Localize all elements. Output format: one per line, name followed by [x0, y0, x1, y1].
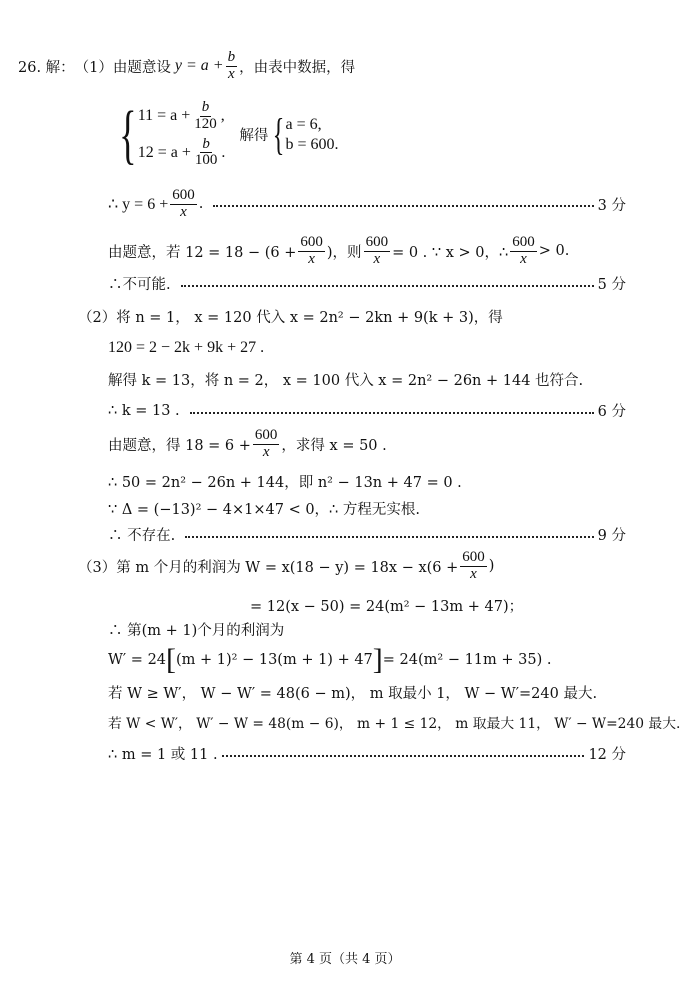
part1-conclusion	[108, 273, 626, 294]
dotted-leader	[222, 755, 585, 757]
frac-num: 600	[365, 234, 389, 250]
part3-text: 第 m 个月的利润为 W = x(18 − y) = 18x − x(6 +	[116, 559, 459, 576]
part3-text: (m + 1)² − 13(m + 1) + 47	[176, 652, 373, 668]
frac-den: 120	[194, 115, 217, 132]
frac-num: b	[202, 135, 210, 152]
frac-den: x	[373, 250, 381, 267]
equation-2	[138, 137, 226, 170]
check-mid: )，则	[326, 244, 362, 261]
part2-line7	[108, 498, 420, 519]
part3-line6	[108, 712, 680, 732]
frac-num: 600	[172, 187, 195, 203]
conclusion-text: ∴不可能.	[108, 277, 171, 293]
check-tail: > 0.	[538, 243, 570, 260]
right-bracket-icon: ]	[372, 643, 383, 676]
part2-text: 将 n = 1， x = 120 代入 x = 2n² − 2kn + 9(k + 3)，得	[116, 310, 503, 326]
frac-num: 600	[254, 427, 278, 443]
part1-check	[108, 235, 569, 268]
check-prefix: 由题意，若 12 = 18 − (6 +	[108, 244, 297, 261]
frac-den: x	[520, 250, 527, 267]
part1-label: （1）	[74, 59, 113, 76]
part1-result	[108, 188, 626, 221]
frac-num: 600	[512, 234, 535, 250]
part3-text: = 24(m² − 11m + 35) .	[382, 652, 552, 668]
part3-text: ∴ 第(m + 1)个月的利润为	[108, 623, 285, 639]
solution-b: b = 600.	[285, 135, 339, 153]
part3-line3	[108, 619, 284, 640]
dotted-leader	[185, 536, 593, 538]
dotted-leader	[181, 285, 594, 287]
result-formula: ∴ y = 6 +	[108, 196, 169, 214]
eq1-lhs: 11 = a +	[137, 107, 191, 125]
part2-text: ，求得 x = 50 .	[281, 437, 387, 454]
eq2-lhs: 12 = a +	[137, 143, 191, 161]
left-brace-icon: {	[273, 109, 285, 159]
score-label: 12 分	[588, 747, 626, 763]
left-brace-icon: {	[119, 97, 137, 171]
frac-den: x	[180, 203, 187, 220]
problem-number: 26. 解：	[18, 59, 75, 76]
part3-text: = 12(x − 50) = 24(m² − 13m + 47)；	[250, 599, 524, 615]
frac-den: x	[228, 65, 235, 82]
part2-text: ∵ Δ = (−13)² − 4×1×47 < 0，∴ 方程无实根.	[108, 502, 421, 518]
page-number: 第 4 页（共 4 页）	[289, 952, 401, 967]
part3-line7	[108, 743, 626, 764]
equation-system	[112, 97, 339, 171]
part2-line3	[108, 369, 583, 390]
solution-a: a = 6,	[285, 115, 322, 133]
part2-text: ∴ k = 13 .	[108, 402, 180, 419]
frac-den: x	[470, 565, 477, 582]
part2-line5	[108, 428, 387, 461]
part3-label: （3）	[78, 559, 117, 576]
part2-line8	[108, 524, 626, 545]
part3-line1	[78, 550, 494, 583]
part3-text: 若 W < W′， W′ − W = 48(m − 6)， m + 1 ≤ 12， m 取最大 11， W′ − W=240 最大.	[108, 716, 681, 732]
frac-num: b	[227, 49, 236, 65]
part2-text: ∴ 不存在.	[108, 528, 176, 544]
equation-1	[138, 100, 226, 133]
intro-formula: y = a +	[174, 57, 224, 75]
dotted-leader	[213, 205, 593, 207]
frac-den: x	[308, 250, 315, 267]
part2-text: 由题意，得 18 = 6 +	[108, 437, 251, 454]
part3-line2	[250, 595, 523, 616]
part3-line4	[108, 645, 551, 675]
dotted-leader	[190, 412, 594, 414]
part2-text: 120 = 2 − 2k + 9k + 27 .	[108, 339, 265, 356]
part1-intro	[18, 50, 355, 83]
frac-den: x	[262, 443, 270, 460]
solve-label: 解得	[239, 128, 269, 144]
part2-text: ∴ 50 = 2n² − 26n + 144，即 n² − 13n + 47 = 0 .	[108, 475, 462, 491]
part2-line2	[108, 339, 264, 357]
part2-line6	[108, 471, 462, 492]
frac-num: 600	[462, 549, 485, 565]
part2-line1	[78, 306, 503, 327]
intro-tail: ，由表中数据，得	[239, 59, 356, 76]
score-label: 5 分	[597, 277, 626, 293]
fraction	[226, 50, 238, 83]
page-footer	[0, 948, 690, 967]
part3-text: )	[488, 558, 495, 575]
part2-line4	[108, 400, 626, 421]
part3-text: 若 W ≥ W′， W − W′ = 48(6 − m)， m 取最小 1， W − W′=240 最大.	[108, 686, 598, 702]
frac-den: 100	[194, 152, 218, 169]
check-mid2: = 0 . ∵ x > 0，∴	[392, 244, 509, 261]
part2-text: 解得 k = 13，将 n = 2， x = 100 代入 x = 2n² − 26n + 144 也符合.	[108, 373, 584, 389]
part3-text: W′ = 24	[108, 652, 167, 668]
left-bracket-icon: [	[166, 643, 177, 676]
frac-num: b	[201, 99, 210, 115]
part2-label: （2）	[78, 310, 117, 326]
score-label: 9 分	[597, 528, 626, 544]
frac-num: 600	[300, 234, 323, 250]
score-label: 3 分	[597, 197, 626, 214]
intro-text: 由题意设	[112, 59, 171, 76]
part3-text: ∴ m = 1 或 11 .	[108, 747, 218, 763]
result-tail: .	[198, 196, 204, 213]
score-label: 6 分	[597, 404, 626, 420]
eq2-tail: .	[221, 143, 226, 161]
eq1-tail: ,	[220, 107, 225, 125]
part3-line5	[108, 682, 597, 703]
